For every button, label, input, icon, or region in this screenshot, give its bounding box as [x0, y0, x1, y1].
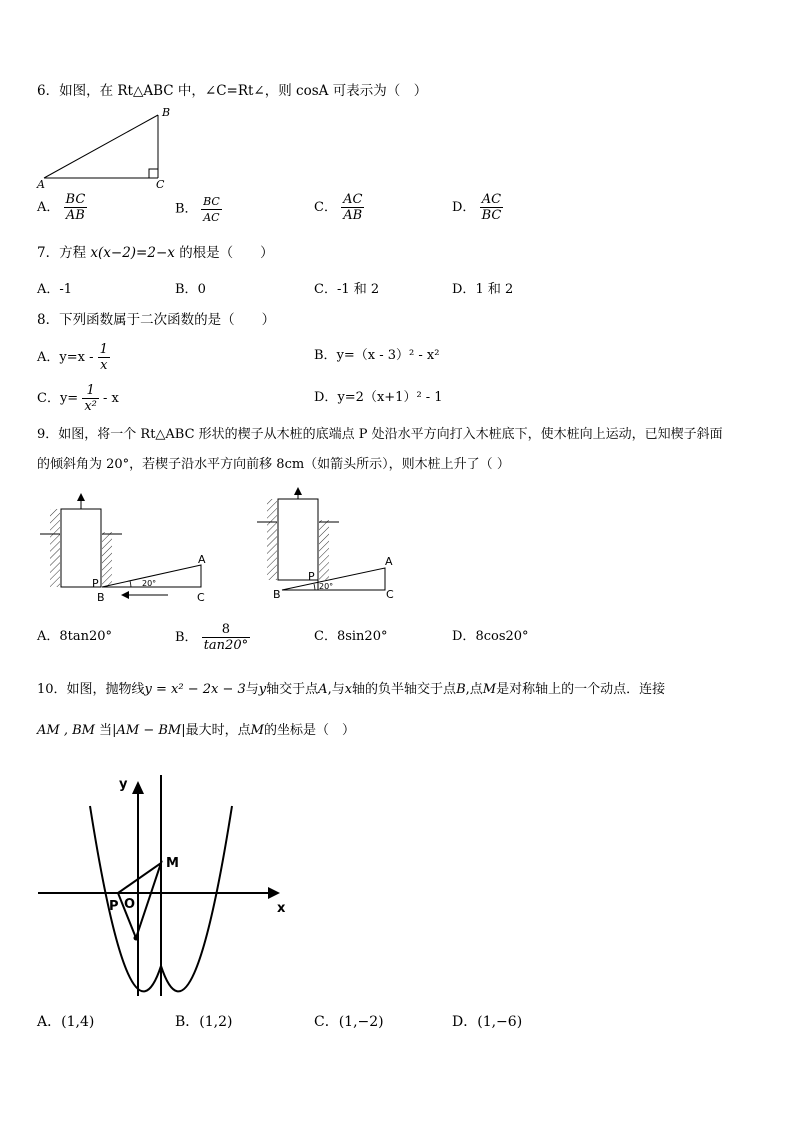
q10-option-a[interactable]	[37, 1013, 94, 1031]
fraction-denominator: AC	[203, 211, 220, 224]
option-letter: B．	[175, 1014, 200, 1030]
q9-right-label-c: C	[386, 588, 394, 601]
fraction-denominator: AB	[343, 208, 363, 223]
stem-text: 当	[99, 723, 113, 738]
option-text: 8cos20°	[475, 629, 529, 644]
option-letter: D．	[452, 1014, 478, 1030]
q9-right-label-p: P	[308, 570, 315, 583]
option-text: 8sin20°	[336, 629, 388, 644]
option-letter: B．	[175, 282, 198, 297]
math-var: M	[482, 682, 497, 697]
option-letter: C．	[37, 391, 60, 406]
q10-label-o: O	[124, 897, 136, 912]
stem-text: ,与	[327, 682, 345, 697]
q10-option-c[interactable]	[314, 1013, 384, 1031]
option-text: y=（x - 3）² - x²	[336, 348, 440, 363]
equation: x(x−2)=2−x	[90, 245, 175, 261]
q9-right-label-b: B	[273, 588, 281, 601]
stem-text: 是对称轴上的一个动点．连接	[496, 682, 666, 697]
q9-left-label-p: P	[92, 577, 99, 590]
option-letter: B．	[175, 201, 198, 217]
fraction-denominator: x	[100, 358, 108, 373]
option-text: (1,4)	[61, 1014, 95, 1030]
option-text: 8tan20°	[59, 629, 113, 644]
stem-text: 7．方程	[37, 245, 87, 261]
option-text: -1 和 2	[336, 282, 380, 297]
option-text: (1,−2)	[338, 1014, 384, 1030]
option-letter: A．	[37, 1014, 62, 1030]
equation: |AM − BM|	[112, 723, 186, 738]
q6-label-b: B	[162, 106, 171, 119]
equation: AM , BM	[37, 723, 95, 738]
q9-left-label-angle: 20°	[142, 579, 157, 588]
option-text: (1,−6)	[477, 1014, 523, 1030]
option-text: -1	[59, 282, 73, 297]
option-letter: A．	[37, 350, 60, 365]
fraction-denominator: AB	[65, 208, 85, 223]
fraction-denominator: tan20°	[203, 638, 249, 653]
stem-text: 轴的负半轴交于点	[352, 682, 457, 697]
option-letter: C．	[314, 282, 337, 297]
math-var: M	[250, 723, 264, 738]
fraction-numerator: BC	[65, 192, 86, 207]
q10-option-b[interactable]	[175, 1013, 233, 1031]
stem-text: 最大时，点	[185, 723, 251, 738]
option-letter: A．	[37, 282, 60, 297]
q9-left-label-a: A	[198, 553, 206, 566]
stem-text: 的根是（ ）	[179, 245, 274, 261]
stem-text: 轴交于点	[266, 682, 319, 697]
option-text: 1 和 2	[475, 282, 514, 297]
fraction-numerator: BC	[203, 195, 220, 208]
q10-option-d[interactable]	[452, 1013, 522, 1031]
fraction-numerator: 8	[202, 622, 250, 638]
option-letter: C．	[314, 200, 337, 215]
option-text: y=2（x+1）² - 1	[337, 390, 443, 405]
stem-text: 与	[245, 682, 259, 697]
option-letter: D．	[452, 629, 476, 644]
math-var: y	[258, 682, 267, 697]
q9-right-label-a: A	[385, 555, 393, 568]
option-letter: D．	[452, 282, 476, 297]
question-6-stem: 6．如图，在 Rt△ABC 中，∠C=Rt∠，则 cosA 可表示为（ ）	[37, 83, 428, 99]
option-letter: C．	[314, 1014, 339, 1030]
option-text: y=x -	[59, 350, 94, 365]
fraction-denominator: x²	[84, 399, 97, 414]
q9-right-label-angle: 20°	[319, 582, 334, 591]
fraction-numerator: AC	[343, 192, 363, 207]
question-9-stem-line1: 9．如图，将一个 Rt△ABC 形状的楔子从木桩的底端点 P 处沿水平方向打入木桩底下，使木桩向上运动，已知楔子斜面	[37, 427, 723, 442]
q9-left-label-b: B	[97, 591, 105, 604]
question-8-stem: 8．下列函数属于二次函数的是（ ）	[37, 312, 276, 328]
q10-label-p: P	[109, 899, 119, 914]
option-letter: B．	[314, 348, 337, 363]
stem-text: 10．如图，抛物线	[37, 682, 145, 697]
option-letter: A．	[37, 629, 60, 644]
option-text: 0	[197, 282, 206, 297]
fraction-numerator: 1	[99, 342, 108, 357]
option-text: (1,2)	[199, 1014, 233, 1030]
option-letter: D．	[314, 390, 338, 405]
q10-label-m: M	[166, 856, 179, 871]
stem-text: 的坐标是（ ）	[263, 723, 355, 738]
question-9-stem-line2: 的倾斜角为 20°，若楔子沿水平方向前移 8cm（如箭头所示），则木桩上升了（ ）	[37, 457, 510, 472]
math-var: A	[318, 682, 328, 697]
q6-label-c: C	[156, 178, 165, 191]
option-letter: C．	[314, 629, 337, 644]
q10-label-y: y	[119, 777, 128, 792]
fraction-numerator: 1	[82, 383, 99, 399]
equation: y = x² − 2x − 3	[144, 682, 246, 697]
option-letter: D．	[452, 200, 476, 215]
option-letter: A．	[37, 200, 60, 215]
option-text: - x	[103, 391, 119, 406]
option-text: y=	[59, 391, 79, 406]
q6-label-a: A	[37, 178, 45, 191]
option-letter: B．	[175, 630, 198, 645]
fraction-numerator: AC	[480, 192, 504, 208]
fraction-denominator: BC	[481, 208, 502, 223]
q9-left-label-c: C	[197, 591, 205, 604]
math-var: x	[344, 682, 353, 697]
stem-text: ,点	[465, 682, 483, 697]
math-var: B	[456, 682, 466, 697]
q10-label-x: x	[277, 901, 286, 916]
